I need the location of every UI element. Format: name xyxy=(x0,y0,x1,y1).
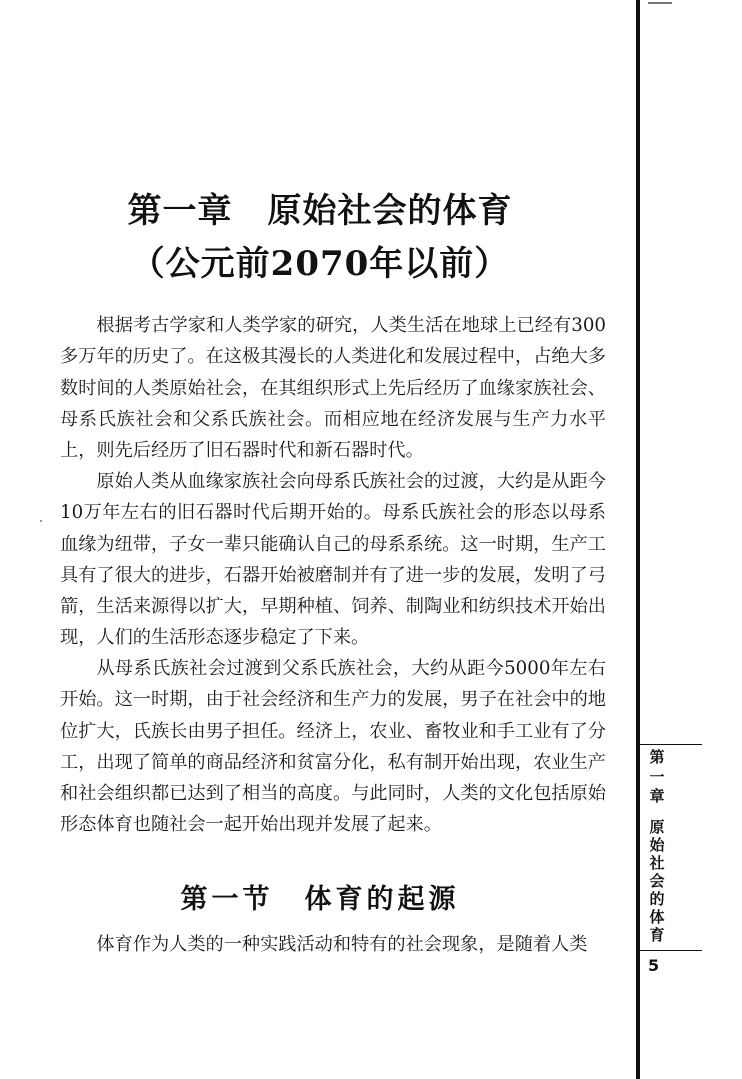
section-title: 第一节 体育的起源 xyxy=(180,884,460,915)
margin-rule xyxy=(636,0,640,1079)
side-tab-bottom-rule xyxy=(640,950,702,951)
scan-dot xyxy=(40,520,42,522)
page-number: 5 xyxy=(648,956,660,975)
paragraph-1: 根据考古学家和人类学家的研究，人类生活在地球上已经有300多万年的历史了。在这极其漫长的人类进化和发展过程中，占绝大多数时间的人类原始社会，在其组织形式上先后经历了血缘家族社会、母系氏族社会和父系氏族社会。而相应地在经济发展与生产力水平上，则先后经历了旧石器时代和新石器时代。 xyxy=(60,315,606,462)
chapter-period: （公元前2070年以前） xyxy=(130,244,510,285)
side-tab-title: 原始社会的体育 xyxy=(649,818,665,944)
paragraph-4: 体育作为人类的一种实践活动和特有的社会现象，是随着人类 xyxy=(96,934,588,955)
paragraph-2: 原始人类从血缘家族社会向母系氏族社会的过渡，大约是从距今10万年左右的旧石器时代后期开始的。母系氏族社会的形态以母系血缘为纽带，子女一辈只能确认自己的母系系统。这一时期，生产工具有了很大的进步，石器开始被磨制并有了进一步的发展，发明了弓箭，生活来源得以扩大，早期种植、饲养、制陶业和纺织技术开始出现，人们的生活形态逐步稳定了下来。 xyxy=(60,471,606,649)
chapter-title: 第一章 原始社会的体育 xyxy=(127,190,513,231)
paragraph-3: 从母系氏族社会过渡到父系氏族社会，大约从距今5000年左右开始。这一时期，由于社会经济和生产力的发展，男子在社会中的地位扩大，氏族长由男子担任。经济上，农业、畜牧业和手工业有了分工，出现了简单的商品经济和贫富分化，私有制开始出现，农业生产和社会组织都已达到了相当的高度。与此同时，人类的文化包括原始形态体育也随社会一起开始出现并发展了起来。 xyxy=(60,658,606,836)
scan-mark xyxy=(648,2,672,4)
side-tab-top-rule xyxy=(640,744,702,745)
side-tab-chapter: 第一章 xyxy=(649,748,665,805)
